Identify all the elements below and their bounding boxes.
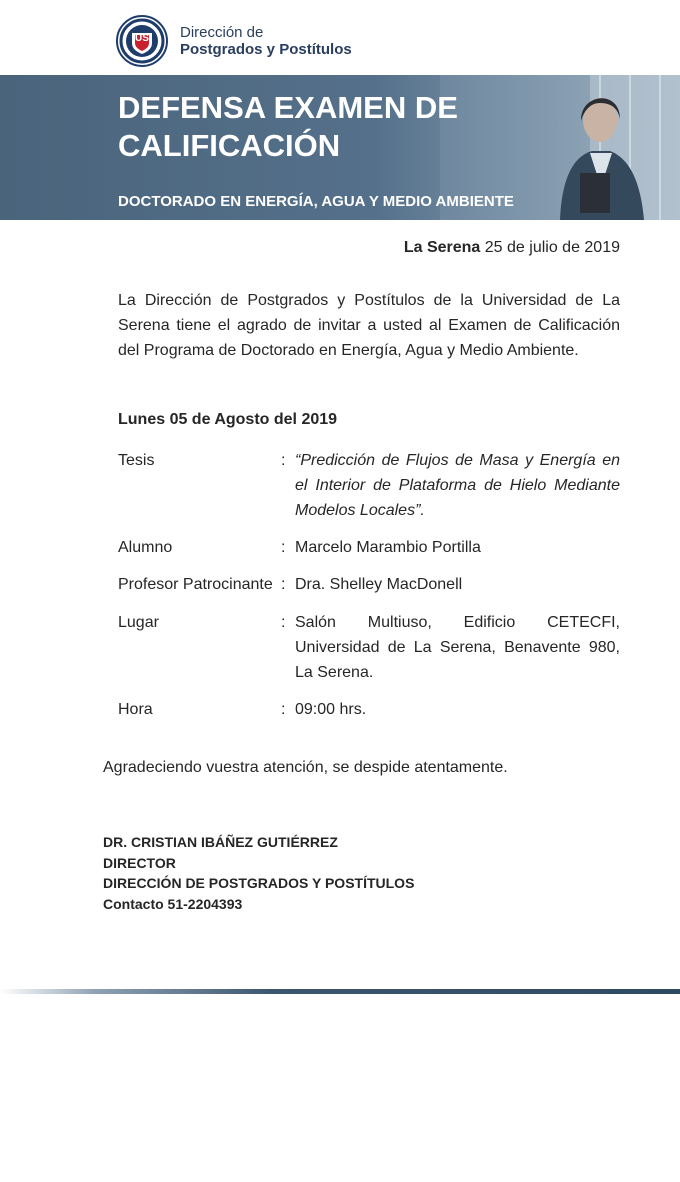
detail-separator: : <box>281 576 286 593</box>
institution-logo <box>116 14 356 70</box>
contact-phone: Contacto 51-2204393 <box>103 895 243 912</box>
logo-line-1: Dirección de <box>180 24 264 41</box>
program-subtitle: DOCTORADO EN ENERGÍA, AGUA Y MEDIO AMBIENTE <box>118 193 514 210</box>
date-place: La Serena <box>403 239 481 256</box>
detail-label: Tesis <box>118 452 155 469</box>
date-line <box>300 239 620 257</box>
detail-label: Hora <box>118 701 153 718</box>
event-time: 09:00 hrs. <box>295 701 367 718</box>
detail-label: Profesor Patrocinante <box>118 576 273 593</box>
detail-label: Lugar <box>118 614 159 631</box>
thesis-title: “Predicción de Flujos de Masa y Energía en el Interior de Plataforma de Hielo Mediante Modelos Locales”. <box>295 452 620 519</box>
event-date: Lunes 05 de Agosto del 2019 <box>118 411 338 428</box>
detail-label: Alumno <box>118 539 173 556</box>
closing-line: Agradeciendo vuestra atención, se despide atentamente. <box>103 759 508 776</box>
detail-separator: : <box>281 701 286 718</box>
intro-paragraph: La Dirección de Postgrados y Postítulos de la Universidad de La Serena tiene el agrado de invitar a usted al Examen de Calificación del Programa de Doctorado en Energía, Agua y Medio Ambiente. <box>118 292 620 359</box>
footer-divider <box>0 989 680 994</box>
detail-separator: : <box>281 452 286 469</box>
detail-separator: : <box>281 614 286 631</box>
header-banner <box>0 75 680 220</box>
advisor-name: Dra. Shelley MacDonell <box>295 576 463 593</box>
signatory-name: DR. CRISTIAN IBÁÑEZ GUTIÉRREZ <box>103 834 338 850</box>
signatory-role: DIRECTOR <box>103 854 176 871</box>
detail-separator: : <box>281 539 286 556</box>
signatory-office: DIRECCIÓN DE POSTGRADOS Y POSTÍTULOS <box>103 875 415 891</box>
signature-block <box>103 832 414 914</box>
student-name: Marcelo Marambio Portilla <box>295 539 481 556</box>
university-seal-icon <box>116 15 168 67</box>
venue: Salón Multiuso, Edificio CETECFI, Universidad de La Serena, Benavente 980, La Serena. <box>295 614 620 681</box>
page-title: DEFENSA EXAMEN DE CALIFICACIÓN <box>118 90 458 163</box>
seal-initials: US <box>135 33 149 44</box>
date-value: 25 de julio de 2019 <box>480 239 620 256</box>
logo-line-2: Postgrados y Postítulos <box>180 41 352 58</box>
